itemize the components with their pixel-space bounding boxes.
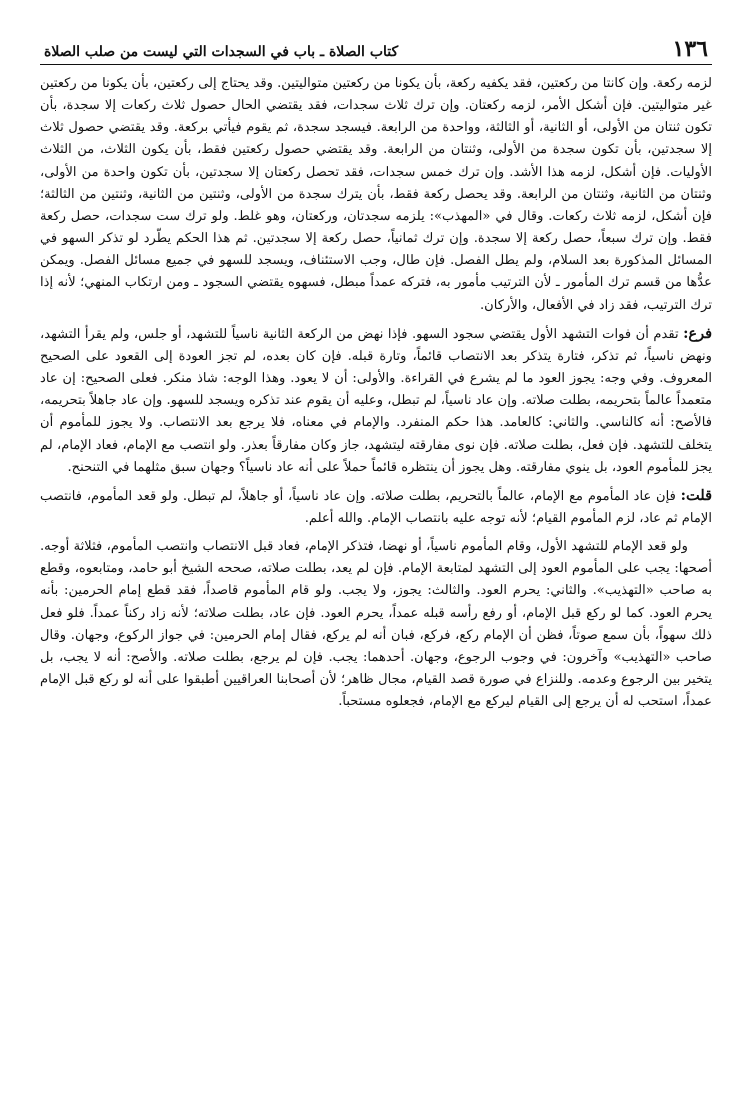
page-number: ١٣٦: [672, 36, 708, 62]
paragraph-text: فإن عاد المأموم مع الإمام، عالماً بالتحريم، بطلت صلاته. وإن عاد ناسياً، أو جاهلاً، لم تبطل. ولو قعد المأموم، فانتصب الإمام ثم عاد، لزم المأموم القيام؛ لأنه توجه عليه بانتصاب الإمام. والله أعلم.: [40, 488, 712, 526]
section-lead-word: قلت:: [680, 486, 712, 504]
paragraph-text: تقدم أن فوات التشهد الأول يقتضي سجود السهو. فإذا نهض من الركعة الثانية ناسياً للتشهد، أو جلس، ولم يقرأ التشهد، ونهض ناسياً، ثم تذكر، فتارة يتذكر بعد الانتصاب قائماً، وتارة قبله. فإن كان بعده، لم تجز العودة إلى القعود على الصحيح المعروف. وفي وجه: يجوز العود ما لم يشرع في القراءة. والأولى: أن لا يعود. وهذا الوجه: شاذ منكر. فعلى الصحيح: إن عاد متعمداً عالماً بتحريمه، بطلت صلاته. وإن عاد ناسياً، لم تبطل، وعليه أن يقوم عند تذكره ويسجد للسهو. وإن عاد جاهلاً بتحريمه، فالأصح: أنه كالناسي. والثاني: كالعامد. هذا حكم المنفرد. والإمام في معناه، فلا يرجع بعد الانتصاب. ولا يجوز للمأموم أن يتخلف للتشهد. فإن فعل، بطلت صلاته. فإن نوى مفارقته ليتشهد، جاز وكان مفارقاً بعذر. ولو انتصب مع الإمام، فعاد الإمام، لم يجز للمأموم العود، بل ينوي مفارقته. وهل يجوز أن ينتظره قائماً حملاً على أنه عاد ناسياً؟ وجهان سبق مثلهما في التنحنح.: [40, 326, 713, 475]
body-text: [40, 73, 712, 713]
running-header: [40, 34, 712, 65]
section-lead-word: فرع:: [683, 324, 712, 342]
paragraph: [40, 323, 712, 479]
chapter-title: كتاب الصلاة ـ باب في السجدات التي ليست من صلب الصلاة: [44, 44, 399, 60]
paragraph: [40, 73, 712, 317]
paragraph-text: ولو قعد الإمام للتشهد الأول، وقام المأموم ناسياً، أو نهضا، فتذكر الإمام، فعاد قبل الانتصاب وانتصب المأموم، فثلاثة أوجه. أصحها: يجب على المأموم العود إلى التشهد لمتابعة الإمام. فإن لم يعد، بطلت صلاته، صححه الشيخ أبو حامد، ومتابعوه، وقطع به صاحب «التهذيب». والثاني: يحرم العود. والثالث: يجوز، ولا يجب. ولو قام المأموم قاصداً، فقد قطع إمام الحرمين: بأنه يحرم العود. كما لو ركع قبل الإمام، أو رفع رأسه قبله عمداً، يحرم العود. فإن عاد، بطلت صلاته؛ لأنه زاد ركناً عمداً. فلو فعل ذلك سهواً، بأن سمع صوتاً، فظن أن الإمام ركع، فركع، فبان أنه لم يركع، فقال إمام الحرمين: في جواز الركوع، وجهان. وقال صاحب «التهذيب» وآخرون: في وجوب الرجوع، وجهان. أحدهما: يجب. فإن لم يرجع، بطلت صلاته. والأصح: أنه لا يجب، بل يتخير بين الرجوع وعدمه. وللنزاع في صورة قصد القيام، مجال ظاهر؛ لأن أصحابنا العراقيين أطبقوا على أنه لو ركع قبل الإمام عمداً، استحب له أن يرجع إلى القيام ليركع مع الإمام، فجعلوه مستحباً.: [40, 539, 712, 710]
paragraph-text: لزمه ركعة. وإن كانتا من ركعتين، فقد يكفيه ركعة، بأن يكونا من ركعتين متواليتين. وقد يحتاج إلى ركعتين، بأن يكونا من ركعتين غير متواليتين. فإن أشكل الأمر، لزمه ركعتان. وإن ترك ثلاث سجدات، فقد يقتضي الحال حصول ثلاث ركعات إلا سجدة، بأن تكون ثنتان من الأولى، أو الثانية، أو الثالثة، وواحدة من الرابعة. فيسجد سجدة، ثم يقوم فيأتي بركعة. وقد يقتضي حصول ثلاث إلا سجدتين، بأن تكون سجدة من الأولى، وثنتان من الرابعة. وقد يقتضي حصول ركعتين فقط، بأن يكون الثلاث، من الثلاث الأوليات. فإن أشكل، لزمه هذا الأشد. وإن ترك خمس سجدات، فقد تحصل ركعتان إلا سجدتين، بأن تكون واحدة من الأولى، وثنتان من الثانية، وثنتان من الرابعة. وقد يحصل ركعة فقط، بأن يترك سجدة من الأولى، وثنتين من الثانية، وثنتين من الثالثة؛ فإن أشكل، لزمه ثلاث ركعات. وقال في «المهذب»: يلزمه سجدتان، وركعتان، وهو غلط. ولو ترك ست سجدات، حصل ركعة فقط. وإن ترك سبعاً، حصل ركعة إلا سجدة. وإن ترك ثمانياً، حصل ركعة إلا سجدتين. ثم هذا الحكم يطّرد لو تذكر السهو في المسائل المذكورة بعد السلام، ولم يطل الفصل. فإن طال، وجب الاستئناف، ويسجد للسهو في جميع مسائل الفصل. ويمكن عدُّها من قسم ترك المأمور ـ لأن الترتيب مأمور به، فتركه عمداً مبطل، فسهوه يقتضي السجود ـ ومن ارتكاب المنهي؛ لأنه إذا ترك الترتيب، فقد زاد في الأفعال، والأركان.: [40, 76, 712, 313]
paragraph: [40, 536, 712, 713]
paragraph: [40, 485, 712, 530]
